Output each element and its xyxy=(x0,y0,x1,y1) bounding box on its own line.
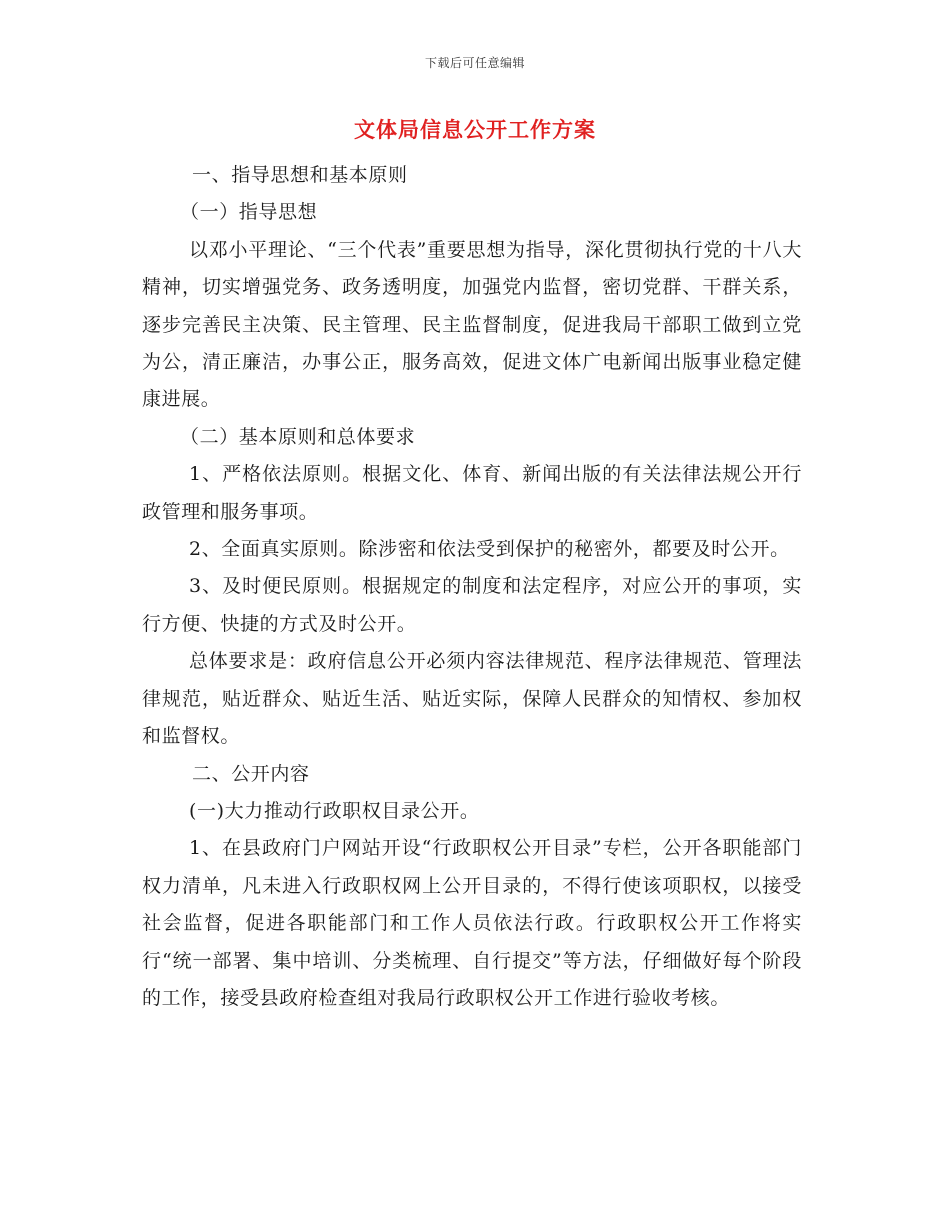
paragraph-power-catalog: 1、在县政府门户网站开设“行政职权公开目录”专栏，公开各职能部门权力清单，凡未进入行政职权网上公开目录的，不得行使该项职权，以接受社会监督，促进各职能部门和工作人员依法行政。行政职权公开工作将实行“统一部署、集中培训、分类梳理、自行提交”等方法，仔细做好每个阶段的工作，接受县政府检查组对我局行政职权公开工作进行验收考核。 xyxy=(142,837,802,1009)
section-heading-guiding-principles: 一、指导思想和基本原则 xyxy=(192,164,408,186)
document-body xyxy=(142,157,802,1017)
header-note: 下载后可任意编辑 xyxy=(424,56,525,70)
paragraph-guiding-thought: 以邓小平理论、“三个代表”重要思想为指导，深化贯彻执行党的十八大精神，切实增强党务、政务透明度，加强党内监督，密切党群、干群关系，逐步完善民主决策、民主管理、民主监督制度，促进我局干部职工做到立党为公，清正廉洁，办事公正，服务高效，促进文体广电新闻出版事业稳定健康进展。 xyxy=(142,238,802,411)
subsection-heading-basic-principles: （二）基本原则和总体要求 xyxy=(180,425,416,448)
section-heading-disclosure-content: 二、公开内容 xyxy=(192,762,310,785)
document-title: 文体局信息公开工作方案 xyxy=(354,117,596,142)
subsection-heading-guiding-thought: （一）指导思想 xyxy=(180,201,318,224)
paragraph-principle-legal: 1、严格依法原则。根据文化、体育、新闻出版的有关法律法规公开行政管理和服务事项。 xyxy=(142,463,802,523)
subsection-heading-power-catalog: (一)大力推动行政职权目录公开。 xyxy=(189,799,480,822)
paragraph-principle-truth: 2、全面真实原则。除涉密和依法受到保护的秘密外，都要及时公开。 xyxy=(189,538,790,561)
paragraph-overall-requirements: 总体要求是：政府信息公开必须内容法律规范、程序法律规范、管理法律规范，贴近群众、贴近生活、贴近实际，保障人民群众的知情权、参加权和监督权。 xyxy=(142,650,802,748)
paragraph-principle-timely: 3、及时便民原则。根据规定的制度和法定程序，对应公开的事项，实行方便、快捷的方式及时公开。 xyxy=(142,575,802,635)
